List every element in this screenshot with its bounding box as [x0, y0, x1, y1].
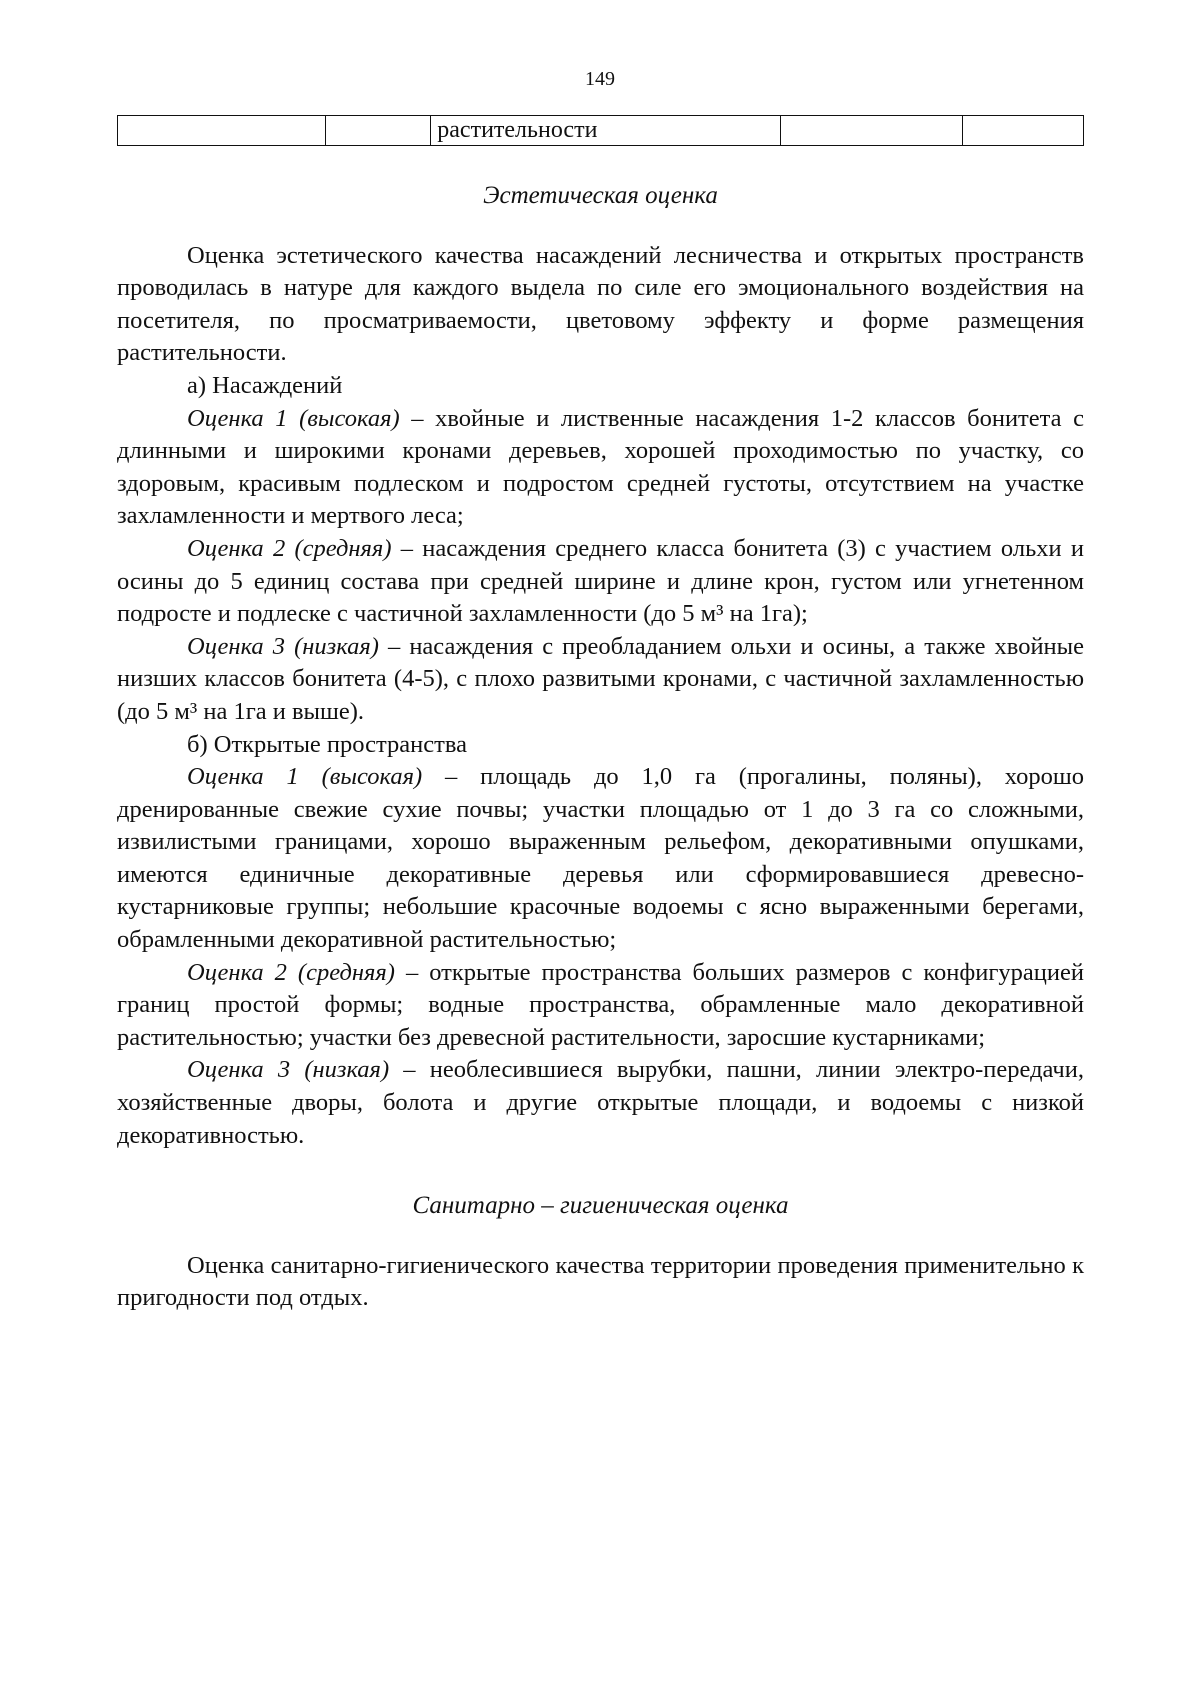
table-cell — [325, 116, 430, 146]
grade-label: Оценка 2 (средняя) — [187, 534, 392, 562]
table-fragment — [117, 115, 1084, 146]
paragraph-stands-grade-1 — [117, 403, 1084, 533]
grade-text: – необлесившиеся вырубки, пашни, линии электро-передачи, хозяйственные дворы, болота и другие открытые площади, и водоемы с низкой декоративностью. — [117, 1056, 1084, 1149]
grade-text: – хвойные и лиственные насаждения 1-2 классов бонитета с длинными и широкими кронами деревьев, хорошей проходимостью по участку, со здоровым, красивым подлеском и подростом средней густоты, отсутствием на участке захламленности и мертвого леса; — [117, 404, 1084, 530]
paragraph-sanitary-intro: Оценка санитарно-гигиенического качества территории проведения применительно к пригодности под отдых. — [117, 1251, 1084, 1312]
table-cell — [963, 116, 1084, 146]
grade-label: Оценка 1 (высокая) — [187, 763, 423, 791]
page-number: 149 — [585, 68, 615, 90]
grade-text: – насаждения среднего класса бонитета (3) с участием ольхи и осины до 5 единиц состава при средней ширине и длине крон, густом или угнетенном подросте и подлеске с частичной захламленности (до 5 м³ на 1га); — [117, 534, 1084, 628]
grade-text: – насаждения с преобладанием ольхи и осины, а также хвойные низших классов бонитета (4-5), с плохо развитыми кронами, с частичной захламленностью (до 5 м³ на 1га и выше). — [117, 632, 1084, 725]
table-cell: растительности — [431, 116, 780, 146]
paragraph-open-grade-2 — [117, 957, 1084, 1055]
grade-label: Оценка 3 (низкая) — [187, 632, 379, 660]
table-cell — [118, 116, 326, 146]
section-heading-sanitary: Санитарно – гигиеническая оценка — [412, 1192, 789, 1220]
grade-label: Оценка 2 (средняя) — [187, 958, 395, 986]
grade-label: Оценка 1 (высокая) — [187, 404, 400, 432]
paragraph-stands-grade-2 — [117, 533, 1084, 631]
subheading-stands: а) Насаждений — [187, 371, 343, 399]
grade-text: – площадь до 1,0 га (прогалины, поляны), хорошо дренированные свежие сухие почвы; участки площадью от 1 до 3 га со сложными, извилистыми границами, хорошо выраженным рельефом, декоративными опушками, имеются единичные декоративные деревья или сформировавшиеся древесно-кустарниковые группы; небольшие красочные водоемы с ясно выраженными берегами, обрамленными декоративной растительностью; — [117, 763, 1084, 954]
page-content — [117, 180, 1084, 1315]
section-heading-aesthetic: Эстетическая оценка — [483, 182, 718, 209]
paragraph-open-grade-1 — [117, 761, 1084, 957]
grade-label: Оценка 3 (низкая) — [187, 1056, 390, 1084]
paragraph-intro: Оценка эстетического качества насаждений лесничества и открытых пространств проводилась в натуре для каждого выдела по силе его эмоционального воздействия на посетителя, по просматриваемости, цветовому эффекту и форме размещения растительности. — [117, 241, 1084, 367]
table-row — [118, 116, 1084, 146]
subheading-open-spaces: б) Открытые пространства — [187, 730, 467, 758]
paragraph-stands-grade-3 — [117, 631, 1084, 729]
paragraph-open-grade-3 — [117, 1054, 1084, 1152]
table-cell — [780, 116, 963, 146]
grade-text: – открытые пространства больших размеров с конфигурацией границ простой формы; водные пространства, обрамленные мало декоративной растительностью; участки без древесной растительности, заросшие кустарниками; — [117, 958, 1084, 1051]
